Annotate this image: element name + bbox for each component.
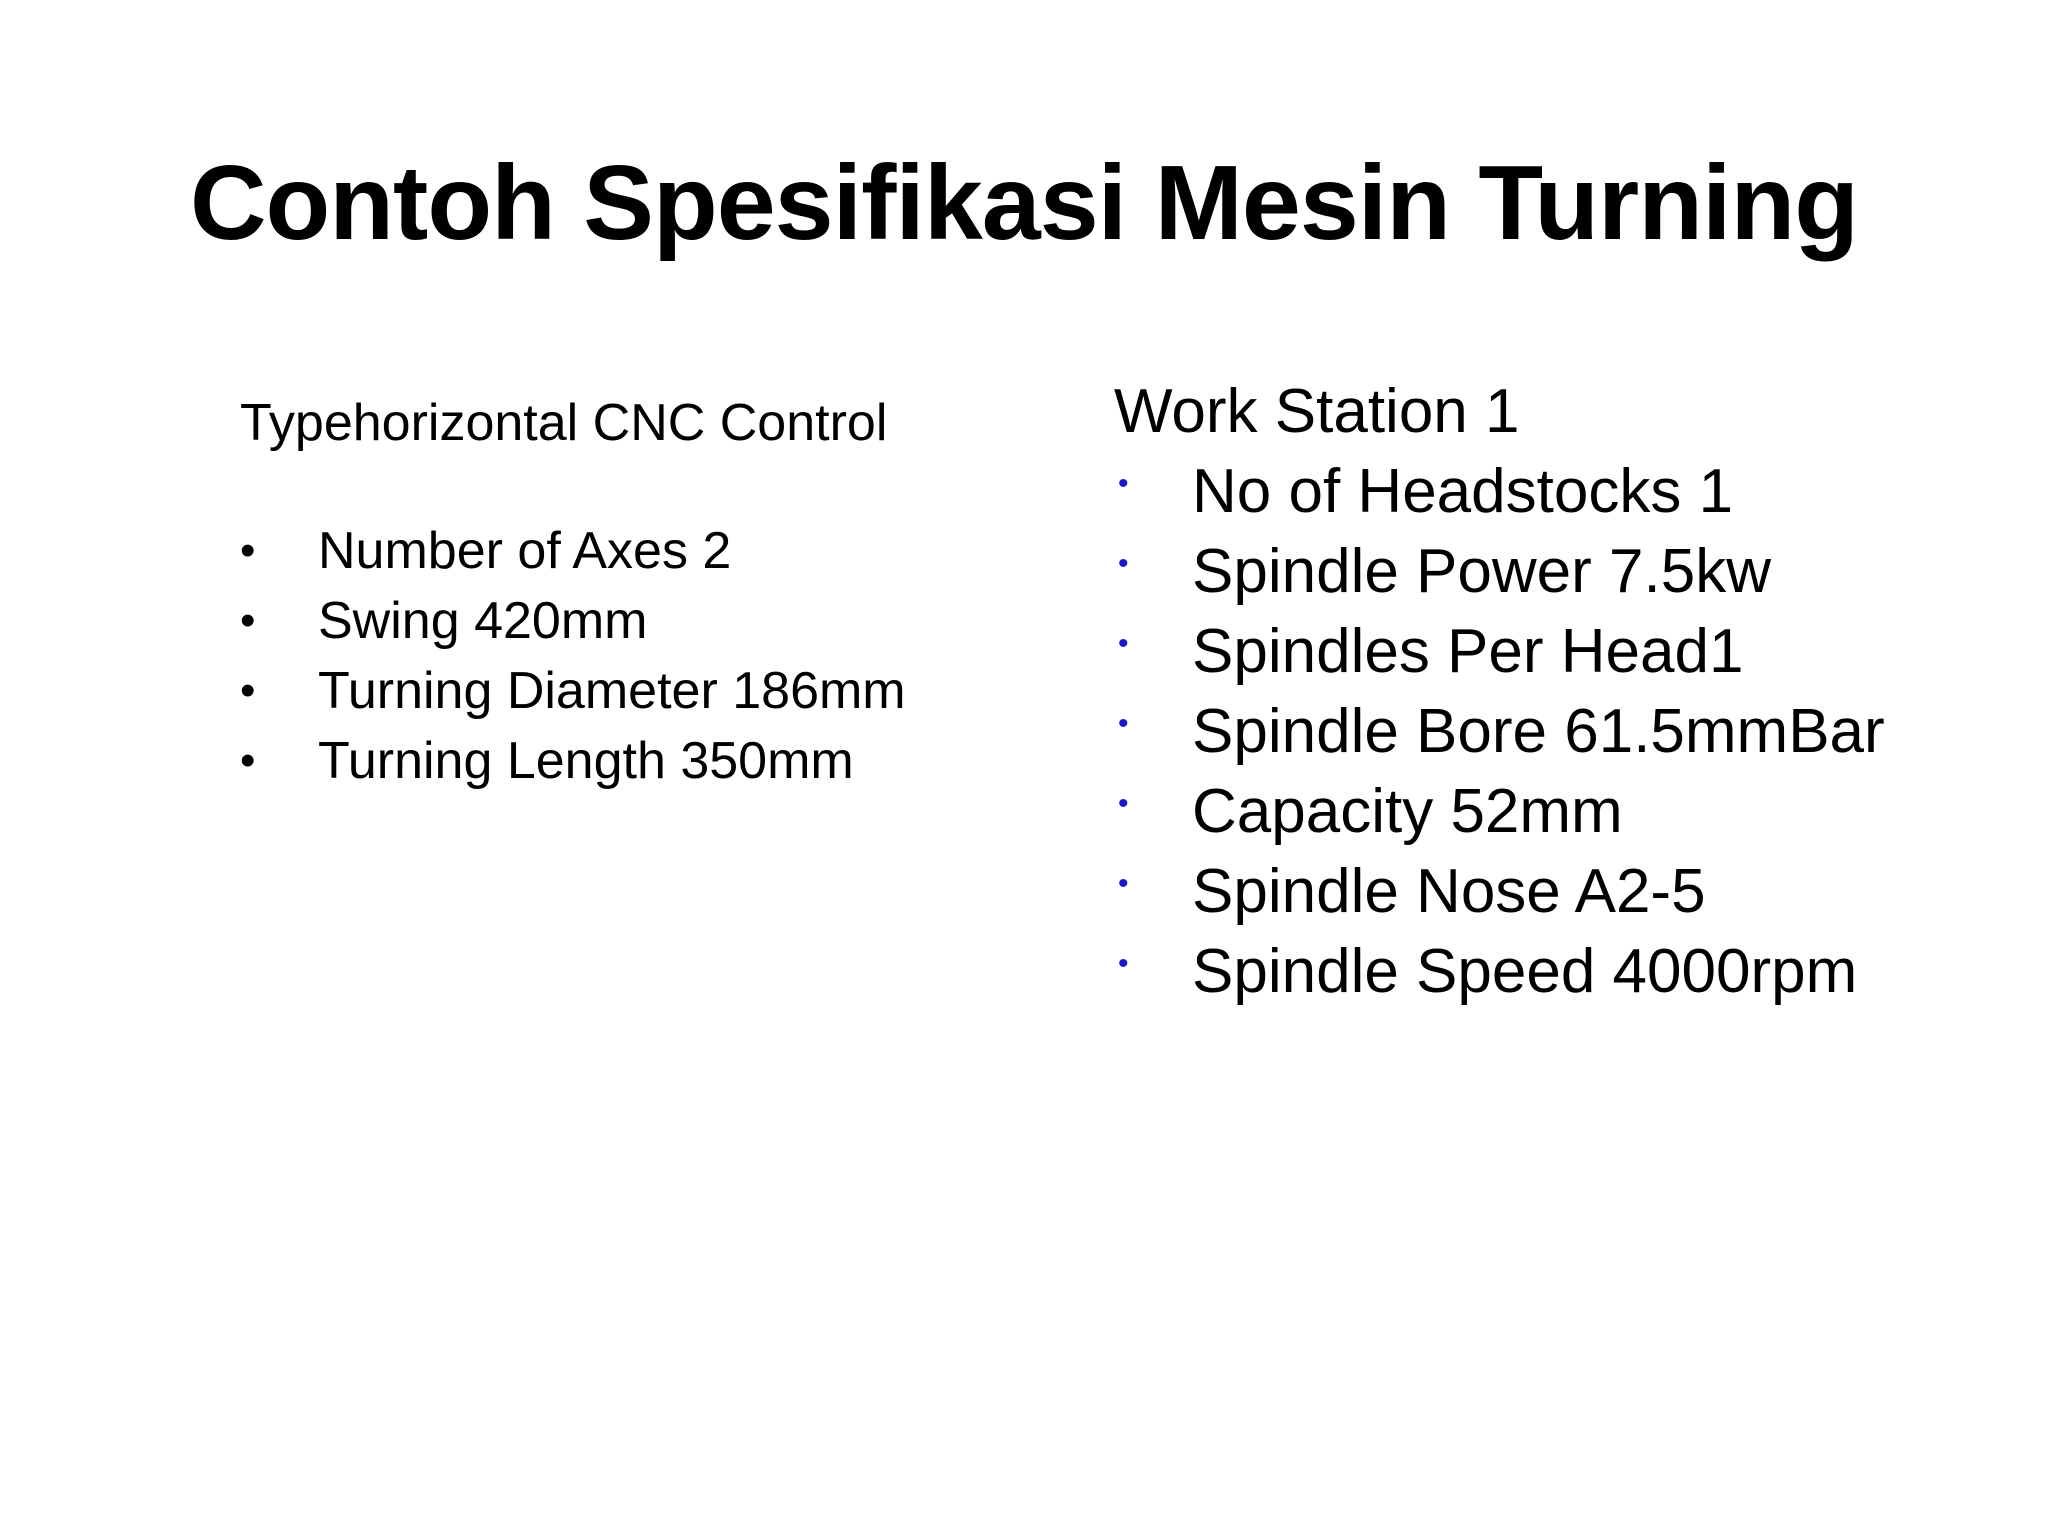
- bullet-dot-icon: •: [1118, 627, 1129, 660]
- left-bullet-list: [240, 516, 1020, 796]
- list-item: [1114, 692, 1994, 772]
- bullet-dot-icon: •: [240, 736, 256, 785]
- list-item-text: Spindle Power 7.5kw: [1192, 537, 1771, 606]
- right-heading: Work Station 1: [1114, 377, 1520, 446]
- list-item-text: Capacity 52mm: [1192, 777, 1623, 846]
- list-item: [1114, 612, 1994, 692]
- bullet-dot-icon: •: [240, 596, 256, 645]
- right-bullet-list: [1114, 452, 1994, 1012]
- list-item: [240, 586, 1020, 656]
- list-item-text: Swing 420mm: [318, 592, 648, 650]
- list-item-text: Spindle Bore 61.5mmBar: [1192, 697, 1885, 766]
- bullet-dot-icon: •: [1118, 947, 1129, 980]
- list-item: [1114, 772, 1994, 852]
- list-item: [1114, 852, 1994, 932]
- list-item: [240, 516, 1020, 586]
- bullet-dot-icon: •: [1118, 867, 1129, 900]
- bullet-dot-icon: •: [240, 526, 256, 575]
- list-item-text: No of Headstocks 1: [1192, 457, 1734, 526]
- bullet-dot-icon: •: [1118, 787, 1129, 820]
- list-item-text: Spindles Per Head1: [1192, 617, 1744, 686]
- list-item-text: Number of Axes 2: [318, 522, 732, 580]
- left-heading: Typehorizontal CNC Control: [240, 394, 888, 452]
- bullet-dot-icon: •: [1118, 467, 1129, 500]
- list-item: [1114, 452, 1994, 532]
- list-item: [240, 656, 1020, 726]
- slide-title: Contoh Spesifikasi Mesin Turning: [189, 144, 1859, 262]
- list-item-text: Spindle Nose A2-5: [1192, 857, 1706, 926]
- bullet-dot-icon: •: [1118, 707, 1129, 740]
- list-item-text: Turning Length 350mm: [318, 732, 854, 790]
- right-column: [1114, 372, 1994, 1012]
- list-item: [1114, 532, 1994, 612]
- list-item: [240, 726, 1020, 796]
- list-item: [1114, 932, 1994, 1012]
- bullet-dot-icon: •: [1118, 547, 1129, 580]
- list-item-text: Spindle Speed 4000rpm: [1192, 937, 1858, 1006]
- list-item-text: Turning Diameter 186mm: [318, 662, 906, 720]
- left-column: [240, 388, 1020, 796]
- bullet-dot-icon: •: [240, 666, 256, 715]
